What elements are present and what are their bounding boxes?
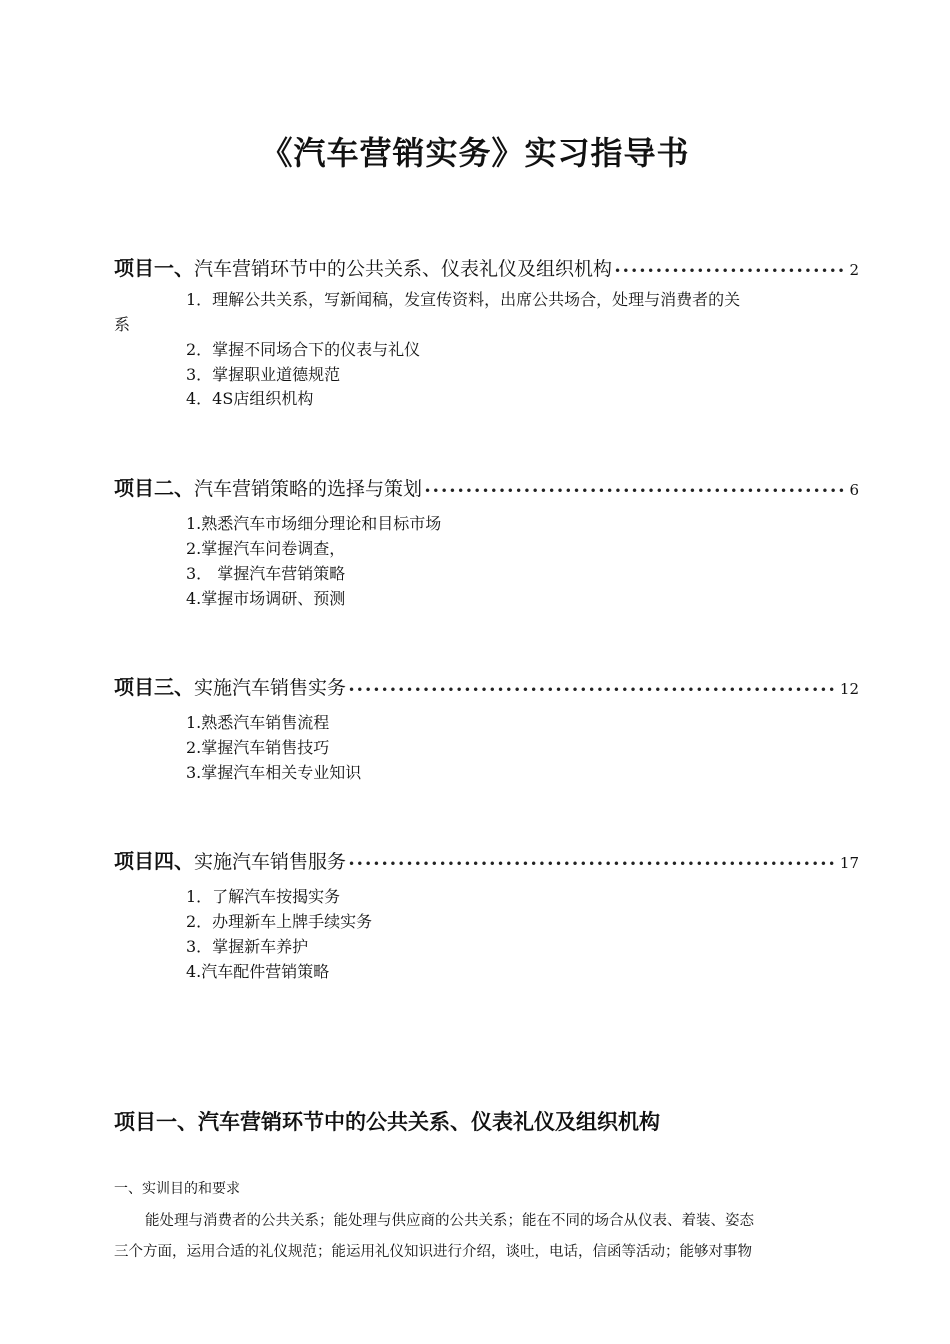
toc-label: 项目四、	[114, 849, 194, 873]
toc-sub-item: 2．办理新车上牌手续实务	[186, 912, 373, 931]
toc-text: 汽车营销策略的选择与策划	[194, 478, 423, 500]
toc-sub-item: 2．掌握不同场合下的仪表与礼仪	[186, 340, 421, 359]
toc-sub-item: 2.掌握汽车销售技巧	[186, 738, 330, 757]
toc-sub-item: 3． 掌握汽车营销策略	[186, 564, 346, 583]
toc-page-number: 12	[839, 680, 859, 698]
toc-sub-item: 4.掌握市场调研、预测	[186, 589, 346, 608]
toc-sub-item: 4．4S店组织机构	[186, 389, 314, 408]
toc-page-number: 6	[849, 481, 859, 499]
toc-page-number: 2	[849, 261, 859, 279]
toc-entry-project-3[interactable]	[114, 671, 859, 701]
toc-sub-item: 1．了解汽车按揭实务	[186, 887, 341, 906]
toc-dot-leader	[614, 261, 847, 279]
toc-entry-project-1[interactable]	[114, 252, 859, 282]
toc-text: 实施汽车销售实务	[194, 677, 347, 699]
toc-dot-leader	[348, 854, 838, 872]
toc-sub-item: 3．掌握新车养护	[186, 937, 309, 956]
document-title: 《汽车营销实务》实习指导书	[260, 134, 690, 172]
toc-dot-leader	[348, 680, 838, 698]
toc-sub-item-continuation: 系	[114, 315, 131, 334]
paragraph-line: 三个方面，运用合适的礼仪规范；能运用礼仪知识进行介绍，谈吐，电话，信函等活动；能够对事物	[114, 1244, 752, 1260]
toc-sub-item: 4.汽车配件营销策略	[186, 962, 330, 981]
toc-label: 项目三、	[114, 675, 194, 699]
paragraph-line: 能处理与消费者的公共关系；能处理与供应商的公共关系；能在不同的场合从仪表、着装、姿态	[145, 1213, 754, 1229]
toc-label: 项目二、	[114, 476, 194, 500]
toc-sub-item: 1.熟悉汽车销售流程	[186, 713, 330, 732]
toc-sub-item: 3．掌握职业道德规范	[186, 365, 341, 384]
section-heading: 项目一、汽车营销环节中的公共关系、仪表礼仪及组织机构	[114, 1110, 660, 1134]
toc-sub-item: 2.掌握汽车问卷调查，	[186, 539, 346, 558]
toc-label: 项目一、	[114, 256, 194, 280]
section-subheading: 一、实训目的和要求	[114, 1181, 240, 1197]
toc-entry-project-4[interactable]	[114, 845, 859, 875]
toc-sub-item: 3.掌握汽车相关专业知识	[186, 763, 362, 782]
toc-entry-project-2[interactable]	[114, 472, 859, 502]
toc-page-number: 17	[839, 854, 859, 872]
toc-sub-item: 1．理解公共关系，写新闻稿，发宣传资料，出席公共场合，处理与消费者的关	[186, 290, 741, 309]
toc-text: 汽车营销环节中的公共关系、仪表礼仪及组织机构	[194, 258, 613, 280]
toc-sub-item: 1.熟悉汽车市场细分理论和目标市场	[186, 514, 442, 533]
toc-dot-leader	[424, 481, 847, 499]
toc-text: 实施汽车销售服务	[194, 851, 347, 873]
